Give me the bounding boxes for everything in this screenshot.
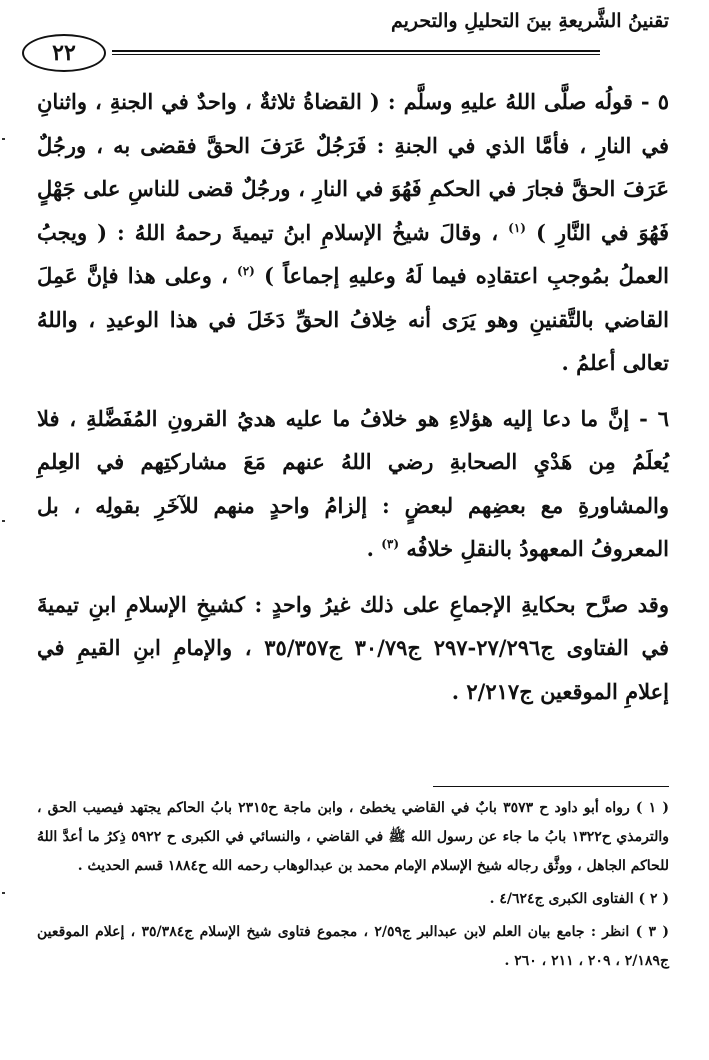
margin-mark	[2, 520, 5, 522]
footnotes	[37, 794, 669, 980]
footnote-ref-3: (٣)	[381, 537, 400, 551]
paragraph-5	[37, 80, 669, 385]
margin-mark	[2, 138, 5, 140]
paragraph-6	[37, 397, 669, 571]
main-text	[37, 80, 669, 725]
running-title: تقنينُ الشَّريعةِ بينَ التحليلِ والتحريم	[390, 10, 669, 32]
footnote-rule	[433, 786, 669, 787]
footnote-ref-1: (١)	[508, 220, 526, 235]
paragraph-6-text: ٦ - إنَّ ما دعا إليه هؤلاءِ هو خلافُ ما عليه هديُ القرونِ المُفَضَّلةِ ، فلا يُعلَمُ مِن هَدْيِ الصحابةِ رضي اللهُ عنهم مَعَ مشاركتِهم في العِلمِ والمشاورةِ مع بعضِهم لبعضٍ : إلزامُ واحدٍ منهم للآخَرِ بقولِه ، بل المعروفُ المعهودُ بالنقلِ خلافُه	[37, 405, 669, 561]
paragraph-5-tail-2: ، وعلى هذا فإنَّ عَمِلَ القاضي بالتَّقنينِ وهو يَرَى أنه خِلافُ الحقِّ دَخَلَ في هذا الوعيدِ ، واللهُ تعالى أعلمُ .	[37, 263, 669, 375]
footnote-1: ( ١ ) رواه أبو داود ح ٣٥٧٣ بابٌ في القاضي يخطئ ، وابن ماجة ح٢٣١٥ بابُ الحاكم يجتهد فيصيب الحق ، والترمذي ح١٣٢٢ بابُ ما جاء عن رسول الله ﷺ في القاضي ، والنسائي في الكبرى ح ٥٩٢٢ ذِكرُ ما أعدَّ اللهُ للحاكم الجاهل ، ووثَّق رجاله شيخ الإسلام الإمام محمد بن عبدالوهاب رحمه الله ح١٨٨٤ قسم الحديث .	[37, 800, 669, 874]
paragraph-5-tail: ، وقالَ شيخُ الإسلامِ ابنُ تيميةَ رحمهُ اللهُ : ( ويجبُ العملُ بمُوجبِ اعتقادِه فيما لَهُ وعليهِ إجماعاً )	[37, 219, 670, 288]
margin-mark	[2, 892, 5, 894]
paragraph-consensus-text: وقد صرَّح بحكايةِ الإجماعِ على ذلك غيرُ واحدٍ : كشيخِ الإسلامِ ابنِ تيميةَ في الفتاوى ج٢٧/٢٩٦-٢٩٧ ج٣٠/٧٩ ج٣٥/٣٥٧ ، والإمامِ ابنِ القيمِ في إعلامِ الموقعين ج٢/٢١٧ .	[37, 591, 670, 704]
header-rule	[112, 50, 600, 55]
page-number: ٢٢	[22, 34, 106, 72]
paragraph-consensus	[37, 583, 669, 714]
footnote-2: ( ٢ ) الفتاوى الكبرى ج٤/٦٢٤ .	[489, 891, 669, 907]
paragraph-5-text: ٥ - قولُه صلَّى اللهُ عليهِ وسلَّم : ( القضاةُ ثلاثةٌ ، واحدٌ في الجنةِ ، واثنانِ في النارِ ، فأمَّا الذي في الجنةِ : فَرَجُلٌ عَرَفَ الحقَّ فقضى به ، ورجُلٌ عَرَفَ الحقَّ فجارَ في الحكمِ فَهُوَ في النارِ ، ورجُلٌ قضى للناسِ على جَهْلٍ فَهُوَ في النَّارِ )	[37, 89, 670, 245]
footnote-ref-2: (٢)	[237, 264, 255, 278]
footnote-3: ( ٣ ) انظر : جامع بيان العلم لابن عبدالبر ج٢/٥٩ ، مجموع فتاوى شيخ الإسلام ج٣٥/٣٨٤ ، إعلام الموقعين ج٢/١٨٩ ، ٢٠٩ ، ٢١١ ، ٢٦٠ .	[37, 924, 669, 969]
paragraph-6-tail: .	[366, 536, 374, 561]
